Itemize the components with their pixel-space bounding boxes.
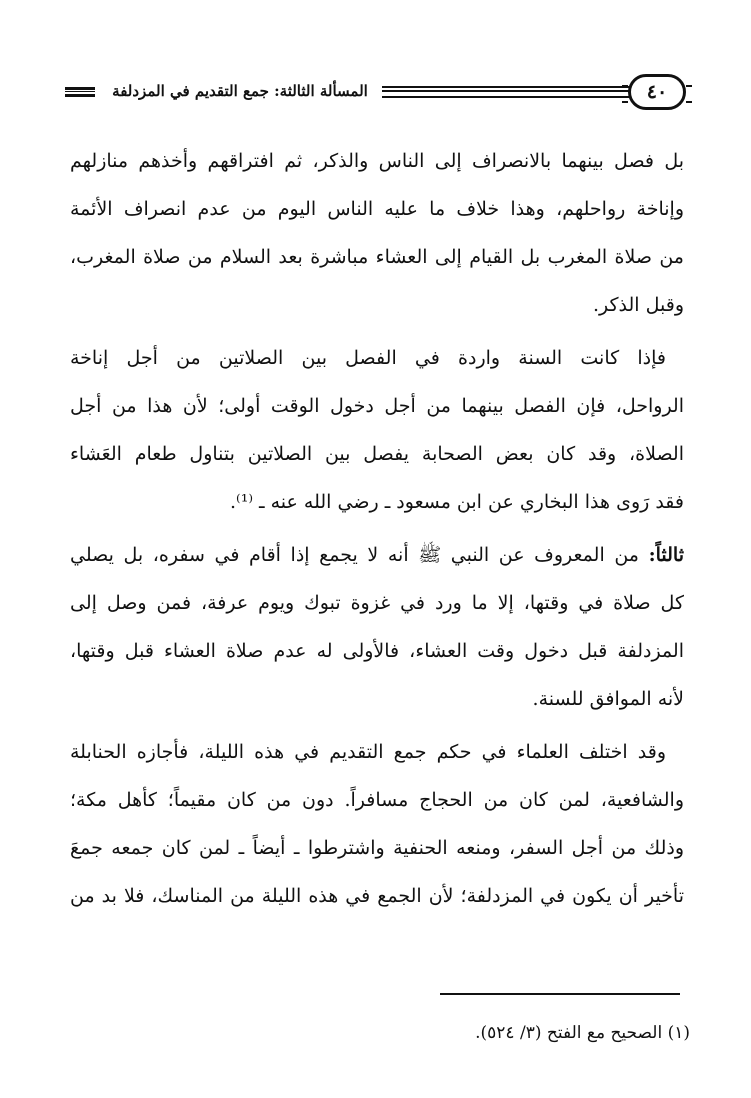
text-line: والشافعية، لمن كان من الحجاج مسافراً. دون من كان مقيماً؛ كأهل مكة؛ — [70, 789, 684, 811]
text-line: كل صلاة في وقتها، إلا ما ورد في غزوة تبوك ويوم عرفة، فمن وصل إلى — [70, 592, 684, 614]
running-title: المسألة الثالثة: جمع التقديم في المزدلفة — [112, 82, 368, 100]
text-line: فإذا كانت السنة واردة في الفصل بين الصلاتين من أجل إناخة — [70, 347, 666, 369]
footnote: (١) الصحيح مع الفتح (٣/ ٥٢٤). — [475, 1023, 690, 1043]
text-line: تأخير أن يكون في المزدلفة؛ لأن الجمع في هذه الليلة من المناسك، فلا بد من — [70, 885, 684, 907]
body-text — [70, 137, 684, 920]
text-line: وقبل الذكر. — [592, 294, 684, 316]
text-line: الرواحل، فإن الفصل بينهما من أجل دخول الوقت أولى؛ لأن هذا من أجل — [70, 395, 684, 417]
header-ornament-left — [65, 87, 95, 97]
header-ornament-right — [382, 86, 630, 98]
page-header — [60, 72, 690, 112]
text-line: وإناخة رواحلهم، وهذا خلاف ما عليه الناس اليوم من عدم انصراف الأئمة — [70, 198, 684, 220]
text-line: المزدلفة قبل دخول وقت العشاء، فالأولى له عدم صلاة العشاء قبل وقتها، — [70, 640, 684, 662]
text-line: بل فصل بينهما بالانصراف إلى الناس والذكر، ثم افتراقهم وأخذهم منازلهم — [70, 150, 684, 172]
text-line: وذلك من أجل السفر، ومنعه الحنفية واشترطوا ـ أيضاً ـ لمن كان جمعه جمعَ — [70, 837, 684, 859]
text-line: لأنه الموافق للسنة. — [532, 688, 684, 710]
text-line-rest: من المعروف عن النبي ﷺ أنه لا يجمع إذا أقام في سفره، بل يصلي — [70, 544, 649, 566]
text-line — [70, 531, 684, 579]
footnote-separator — [440, 993, 680, 995]
text-line: فقد رَوى هذا البخاري عن ابن مسعود ـ رضي الله عنه ـ ⁽¹⁾. — [229, 491, 684, 513]
text-line: الصلاة، وقد كان بعض الصحابة يفصل بين الصلاتين بتناول طعام العَشاء — [70, 443, 684, 465]
page-number: ٤٠ — [628, 74, 686, 110]
text-line: من صلاة المغرب بل القيام إلى العشاء مباشرة بعد السلام من صلاة المغرب، — [70, 246, 684, 268]
text-line: وقد اختلف العلماء في حكم جمع التقديم في هذه الليلة، فأجازه الحنابلة — [70, 741, 666, 763]
section-lead: ثالثاً: — [648, 544, 684, 566]
